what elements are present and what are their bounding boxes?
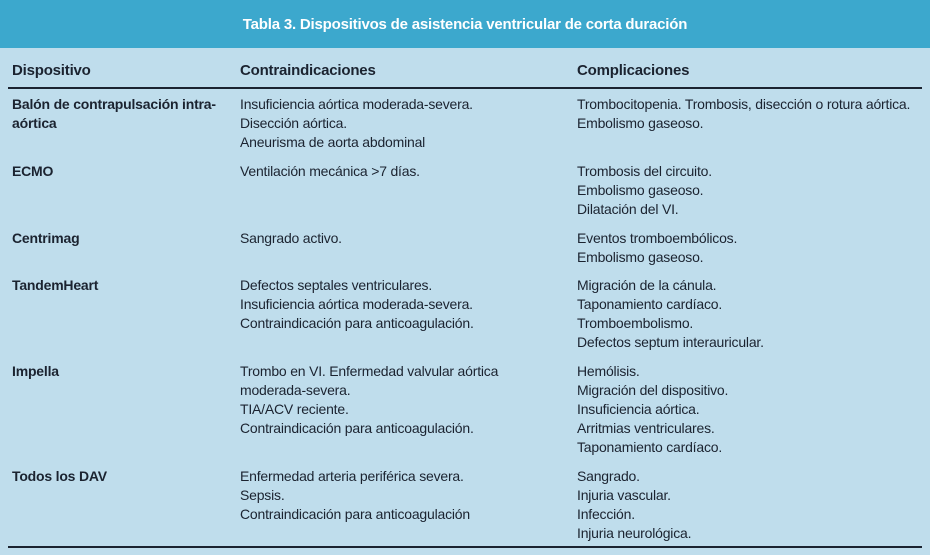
contraindications-cell [240, 467, 577, 524]
cell-line: Trombo en VI. Enfermedad valvular aórtica moderada-severa. [240, 363, 499, 398]
table-header-row [0, 48, 930, 87]
cell-line: Dilatación del VI. [577, 201, 679, 217]
cell-line: Infección. [577, 506, 635, 522]
cell-line: Injuria neurológica. [577, 525, 692, 541]
cell-line: Migración del dispositivo. [577, 382, 729, 398]
cell-line: Sangrado activo. [240, 230, 342, 246]
cell-line: Enfermedad arteria periférica severa. [240, 468, 464, 484]
complications-cell [577, 467, 922, 543]
table-body [0, 89, 930, 546]
cell-line: Embolismo gaseoso. [577, 249, 704, 265]
column-header-contraindications: Contraindicaciones [240, 62, 376, 79]
device-cell: Todos los DAV [12, 468, 107, 484]
cell-line: Arritmias ventriculares. [577, 420, 715, 436]
cell-line: Insuficiencia aórtica moderada-severa. [240, 296, 473, 312]
contraindications-cell [240, 162, 577, 181]
contraindications-cell [240, 362, 577, 438]
cell-line: Embolismo gaseoso. [577, 115, 704, 131]
cell-line: Embolismo gaseoso. [577, 182, 704, 198]
device-cell: ECMO [12, 163, 54, 179]
cell-line: Hemólisis. [577, 363, 640, 379]
cell-line: Ventilación mecánica >7 días. [240, 163, 420, 179]
cell-line: Migración de la cánula. [577, 277, 717, 293]
table-title-bar [0, 0, 930, 48]
cell-line: Defectos septum interauricular. [577, 334, 764, 350]
cell-line: Contraindicación para anticoagulación. [240, 420, 474, 436]
contraindications-cell [240, 95, 577, 152]
table-row [0, 162, 930, 229]
cell-line: Taponamiento cardíaco. [577, 439, 723, 455]
table-row [0, 467, 930, 546]
device-cell: Centrimag [12, 230, 80, 246]
cell-line: Aneurisma de aorta abdominal [240, 134, 426, 150]
cell-line: Insuficiencia aórtica moderada-severa. [240, 96, 473, 112]
table-row [0, 276, 930, 362]
contraindications-cell [240, 276, 577, 333]
table-row [0, 229, 930, 276]
cell-line: Eventos tromboembólicos. [577, 230, 738, 246]
complications-cell [577, 362, 922, 457]
cell-line: Defectos septales ventriculares. [240, 277, 433, 293]
device-cell: Impella [12, 363, 59, 379]
cell-line: TIA/ACV reciente. [240, 401, 349, 417]
table-title: Tabla 3. Dispositivos de asistencia ventricular de corta duración [242, 15, 688, 33]
cell-line: Injuria vascular. [577, 487, 671, 503]
cell-line: Sepsis. [240, 487, 285, 503]
cell-line: Contraindicación para anticoagulación [240, 506, 470, 522]
device-cell: TandemHeart [12, 277, 99, 293]
cell-line: Insuficiencia aórtica. [577, 401, 700, 417]
complications-cell [577, 162, 922, 219]
cell-line: Disección aórtica. [240, 115, 347, 131]
complications-cell [577, 276, 922, 352]
cell-line: Taponamiento cardíaco. [577, 296, 723, 312]
contraindications-cell [240, 229, 577, 248]
cell-line: Contraindicación para anticoagulación. [240, 315, 474, 331]
bottom-divider [8, 546, 922, 548]
complications-cell [577, 95, 922, 133]
device-cell: Balón de contrapulsación intra-aórtica [12, 96, 216, 131]
cell-line: Trombocitopenia. Trombosis, disección o rotura aórtica. [577, 96, 911, 112]
cell-line: Tromboembolismo. [577, 315, 694, 331]
cell-line: Trombosis del circuito. [577, 163, 712, 179]
table-row [0, 362, 930, 467]
table-row [0, 95, 930, 162]
complications-cell [577, 229, 922, 267]
cell-line: Sangrado. [577, 468, 640, 484]
column-header-device: Dispositivo [12, 62, 91, 79]
column-header-complications: Complicaciones [577, 62, 690, 79]
